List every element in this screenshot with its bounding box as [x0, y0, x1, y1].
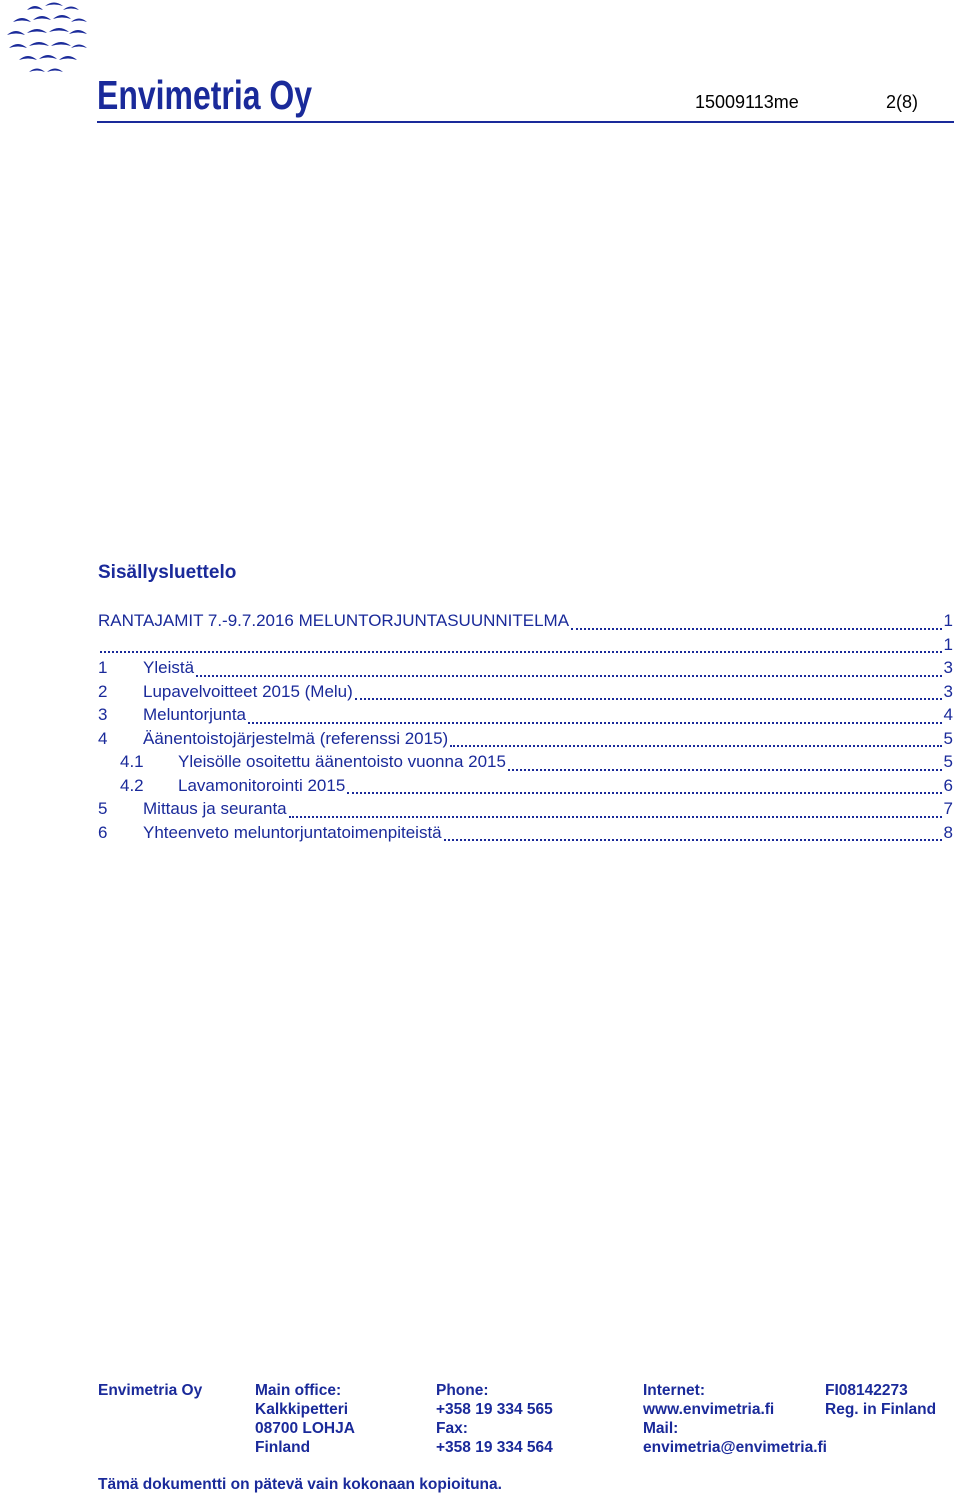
toc-leader: [571, 628, 941, 630]
toc-entry-page: 5: [943, 752, 953, 771]
toc-entry-text: Yhteenveto meluntorjuntatoimenpiteistä: [143, 822, 442, 842]
toc-entry-number: 1: [98, 658, 108, 677]
footer-office-col: [255, 1381, 355, 1457]
toc-entry-number: 4: [98, 728, 108, 748]
footer-company: Envimetria Oy: [98, 1382, 203, 1399]
toc-entry-text: Lupavelvoitteet 2015 (Melu): [143, 681, 353, 701]
toc-entry-number: 6: [98, 822, 108, 842]
footer-office-label: Main office:: [255, 1382, 342, 1399]
toc-leader: [355, 698, 942, 700]
toc-entry-text: Lavamonitorointi 2015: [178, 775, 346, 795]
toc-entry[interactable]: [98, 823, 953, 847]
toc-entry-number: 4.2: [120, 775, 144, 795]
toc-leader: [196, 675, 942, 677]
document-number: 15009113me: [695, 92, 799, 112]
toc-entry-text: Yleistä: [143, 658, 195, 677]
footer-disclaimer: Tämä dokumentti on pätevä vain kokonaan kopioituna.: [98, 1476, 502, 1493]
footer-registered: Reg. in Finland: [825, 1401, 937, 1418]
toc-entry[interactable]: [98, 658, 953, 682]
footer-registration-col: [825, 1381, 936, 1419]
toc-leader: [100, 651, 942, 653]
footer-business-id: FI08142273: [825, 1382, 908, 1399]
toc-entry-text: Meluntorjunta: [143, 705, 247, 724]
footer-internet-label: Internet:: [643, 1382, 705, 1399]
toc-entry[interactable]: [98, 635, 953, 659]
footer-website-link[interactable]: www.envimetria.fi: [643, 1401, 775, 1418]
toc-entry-text: Yleisölle osoitettu äänentoisto vuonna 2015: [178, 752, 506, 771]
footer-email-link[interactable]: envimetria@envimetria.fi: [643, 1439, 827, 1456]
toc-entry[interactable]: [98, 729, 953, 753]
table-of-contents: [98, 611, 953, 846]
toc-leader: [450, 745, 941, 747]
page-number: 2(8): [886, 92, 919, 112]
toc-entry-page: 6: [943, 775, 953, 795]
toc-leader: [289, 816, 942, 818]
toc-entry[interactable]: [98, 752, 953, 776]
toc-entry[interactable]: [98, 799, 953, 823]
toc-entry[interactable]: [98, 776, 953, 800]
toc-entry[interactable]: [98, 611, 953, 635]
toc-entry-page: 3: [943, 681, 953, 701]
toc-entry-page: 1: [943, 611, 953, 630]
toc-leader: [347, 792, 941, 794]
toc-entry-number: 4.1: [120, 752, 144, 771]
footer-office-line: 08700 LOHJA: [255, 1420, 355, 1437]
toc-entry-number: 3: [98, 705, 108, 724]
toc-leader: [444, 839, 942, 841]
footer-fax-label: Fax:: [436, 1420, 468, 1437]
header-divider: [97, 121, 954, 123]
toc-entry-text: RANTAJAMIT 7.-9.7.2016 MELUNTORJUNTASUUNNITELMA: [98, 611, 570, 630]
toc-entry-number: 5: [98, 799, 108, 818]
toc-entry-number: 2: [98, 681, 108, 701]
toc-entry-page: 5: [943, 728, 953, 748]
footer-internet-col: [643, 1381, 827, 1457]
footer-mail-label: Mail:: [643, 1420, 679, 1437]
toc-title: Sisällysluettelo: [98, 562, 237, 583]
footer-fax-value: +358 19 334 564: [436, 1439, 553, 1456]
footer-phone-label: Phone:: [436, 1382, 489, 1399]
toc-entry[interactable]: [98, 682, 953, 706]
toc-entry-page: 8: [943, 822, 953, 842]
toc-entry[interactable]: [98, 705, 953, 729]
toc-leader: [508, 769, 942, 771]
footer-phone-col: [436, 1381, 553, 1457]
toc-leader: [248, 722, 942, 724]
company-name: Envimetria Oy: [97, 72, 313, 118]
toc-entry-text: Mittaus ja seuranta: [143, 799, 287, 818]
toc-entry-page: 7: [943, 799, 953, 818]
toc-entry-text: Äänentoistojärjestelmä (referenssi 2015): [143, 728, 449, 748]
footer-phone-value[interactable]: +358 19 334 565: [436, 1401, 553, 1418]
toc-entry-page: 1: [943, 634, 953, 654]
toc-entry-page: 3: [943, 658, 953, 677]
toc-entry-page: 4: [943, 705, 953, 724]
footer-company-col: [98, 1381, 202, 1400]
company-logo: [5, 2, 89, 80]
footer-office-line: Finland: [255, 1439, 311, 1456]
footer-office-line: Kalkkipetteri: [255, 1401, 349, 1418]
